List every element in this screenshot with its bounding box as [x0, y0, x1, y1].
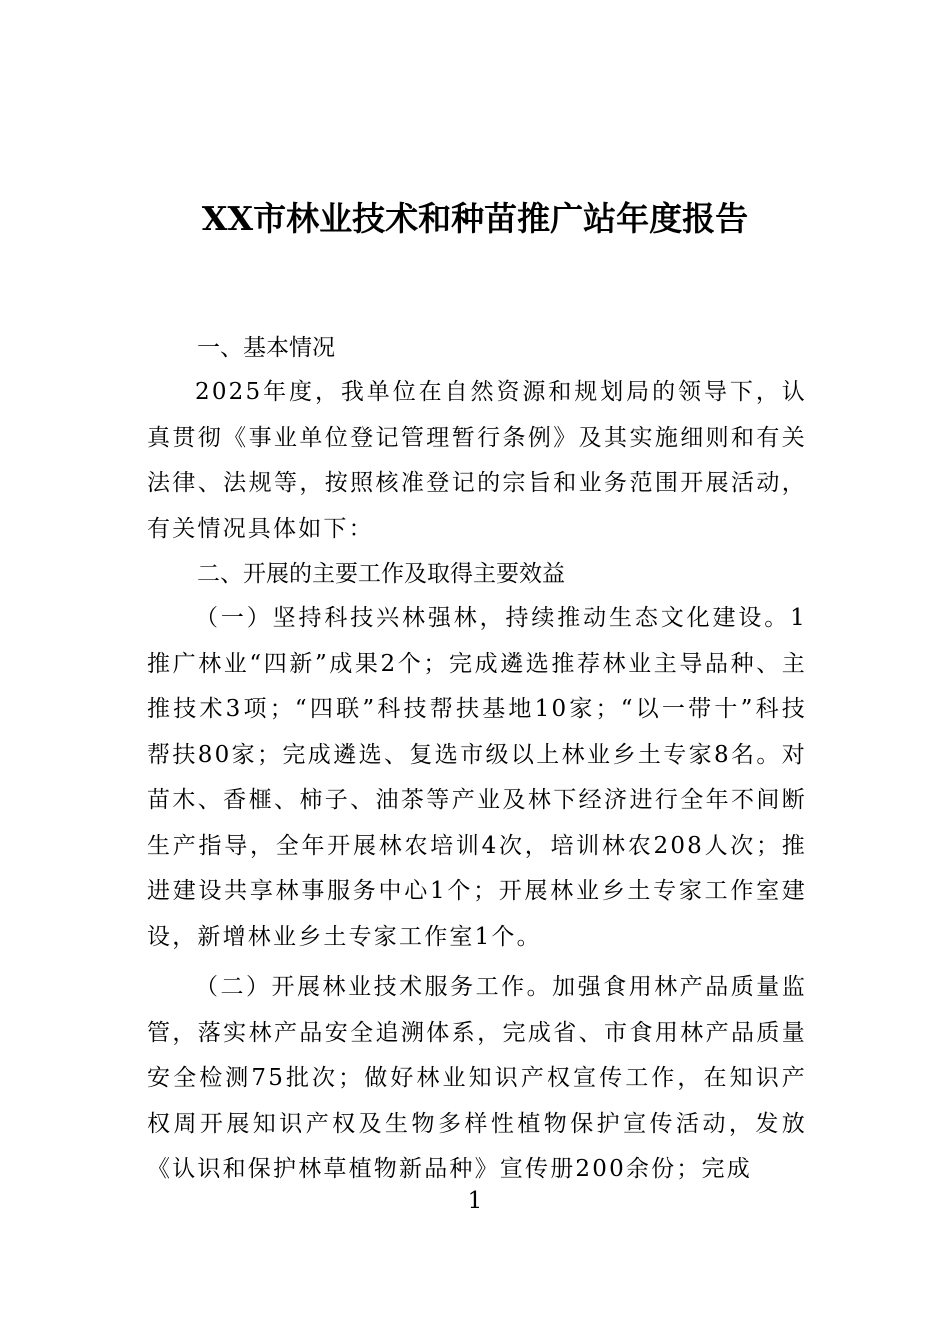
- section-heading-main-work: 二、开展的主要工作及取得主要效益: [197, 561, 565, 587]
- document-body: [147, 326, 807, 1193]
- page-number: 1: [467, 1188, 483, 1214]
- paragraph-basic-situation: 2025年度，我单位在自然资源和规划局的领导下，认真贯彻《事业单位登记管理暂行条例》及其实施细则和有关法律、法规等，按照核准登记的宗旨和业务范围开展活动，有关情况具体如下：: [147, 379, 807, 542]
- paragraph-work-item-2: （二）开展林业技术服务工作。加强食用林产品质量监管，落实林产品安全追溯体系，完成省、市食用林产品质量安全检测75批次；做好林业知识产权宣传工作，在知识产权周开展知识产权及生物多样性植物保护宣传活动，发放《认识和保护林草植物新品种》宣传册200余份；完成: [147, 974, 807, 1182]
- document-title: XX市林业技术和种苗推广站年度报告: [201, 199, 749, 238]
- paragraph-work-item-1: （一）坚持科技兴林强林，持续推动生态文化建设。1推广林业“四新”成果2个；完成遴选推荐林业主导品种、主推技术3项；“四联”科技帮扶基地10家；“以一带十”科技帮扶80家；完成遴选、复选市级以上林业乡土专家8名。对苗木、香榧、柿子、油茶等产业及林下经济进行全年不间断生产指导，全年开展林农培训4次，培训林农208人次；推进建设共享林事服务中心1个；开展林业乡土专家工作室建设，新增林业乡土专家工作室1个。: [147, 605, 807, 950]
- section-heading-basic: 一、基本情况: [197, 335, 335, 361]
